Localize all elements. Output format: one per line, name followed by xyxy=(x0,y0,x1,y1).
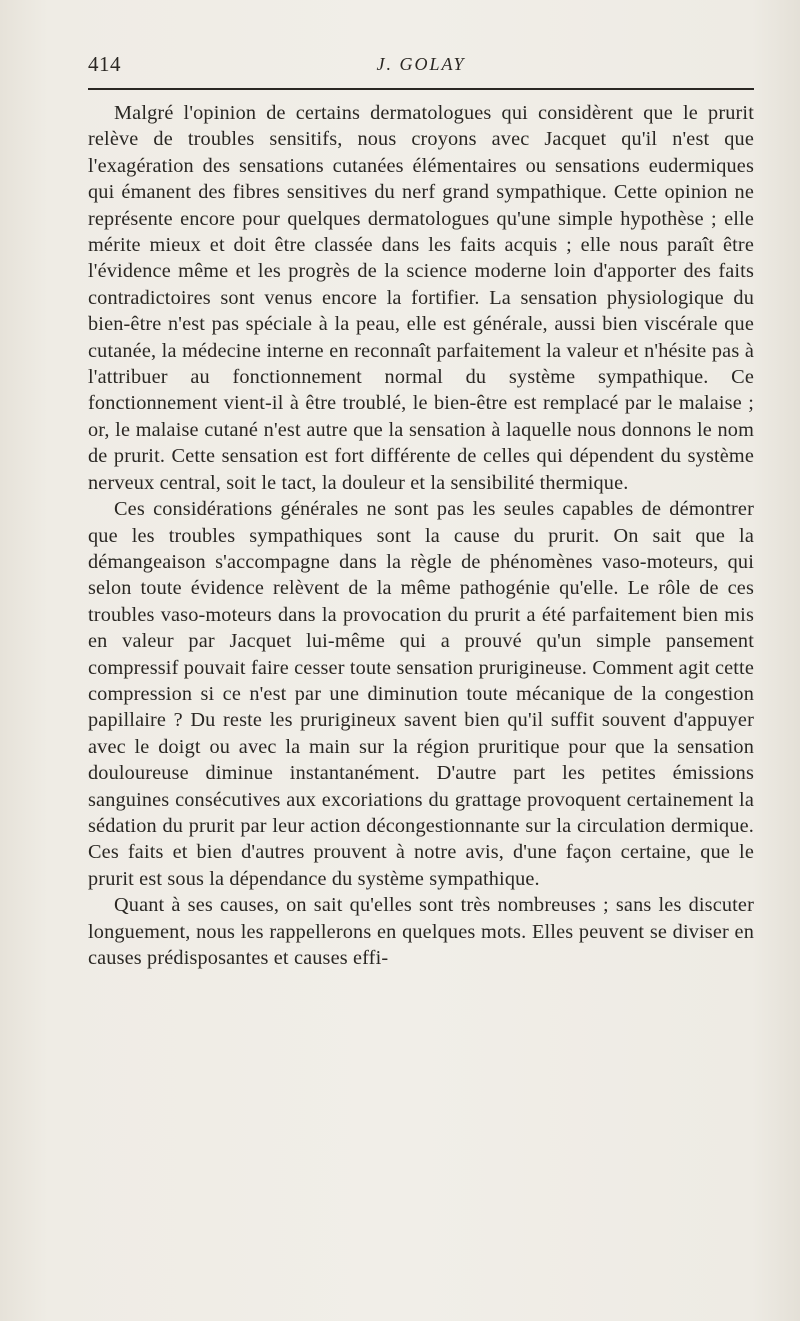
paragraph-1: Malgré l'opinion de certains dermatologues qui considèrent que le prurit relève de troubles sensitifs, nous croyons avec Jacquet qu'il n'est que l'exagération des sensations cutanées élémentaires ou sensations eudermiques qui émanent des fibres sensitives du nerf grand sympathique. Cette opinion ne représente encore pour quelques dermatologues qu'une simple hypothèse ; elle mérite mieux et doit être classée dans les faits acquis ; elle nous paraît être l'évidence même et les progrès de la science moderne loin d'apporter des faits contradictoires sont venus encore la fortifier. La sensation physiologique du bien-être n'est pas spéciale à la peau, elle est générale, aussi bien viscérale que cutanée, la médecine interne en reconnaît parfaitement la valeur et n'hésite pas à l'attribuer au fonctionnement normal du système sympathique. Ce fonctionnement vient-il à être troublé, le bien-être est remplacé par le malaise ; or, le malaise cutané n'est autre que la sensation à laquelle nous donnons le nom de prurit. Cette sensation est fort différente de celles qui dépendent du système nerveux central, soit le tact, la douleur et la sensibilité thermique. xyxy=(88,102,754,494)
paragraph-3: Quant à ses causes, on sait qu'elles sont très nombreuses ; sans les discuter longuement, nous les rappellerons en quelques mots. Elles peuvent se diviser en causes prédisposantes et causes effi- xyxy=(88,894,754,969)
paragraph-2: Ces considérations générales ne sont pas les seules capables de démontrer que les troubles sympathiques sont la cause du prurit. On sait que la démangeaison s'accompagne dans la règle de phénomènes vaso-moteurs, qui selon toute évidence relèvent de la même pathogénie qu'elle. Le rôle de ces troubles vaso-moteurs dans la provocation du prurit a été parfaitement bien mis en valeur par Jacquet lui-même qui a prouvé qu'un simple pansement compressif pouvait faire cesser toute sensation prurigineuse. Comment agit cette compression si ce n'est par une diminution toute mécanique de la congestion papillaire ? Du reste les prurigineux savent bien qu'il suffit souvent d'appuyer avec le doigt ou avec la main sur la région pruritique pour que la sensation douloureuse diminue instantanément. D'autre part les petites émissions sanguines consécutives aux excoriations du grattage provoquent certainement la sédation du prurit par leur action décongestionnante sur la circulation dermique. Ces faits et bien d'autres prouvent à notre avis, d'une façon certaine, que le prurit est sous la dépendance du système sympathique. xyxy=(88,498,754,890)
running-head: J. GOLAY xyxy=(376,54,466,74)
body-text xyxy=(88,100,754,971)
header-rule xyxy=(88,88,754,90)
page-header xyxy=(88,50,754,80)
page-number: 414 xyxy=(88,52,121,76)
